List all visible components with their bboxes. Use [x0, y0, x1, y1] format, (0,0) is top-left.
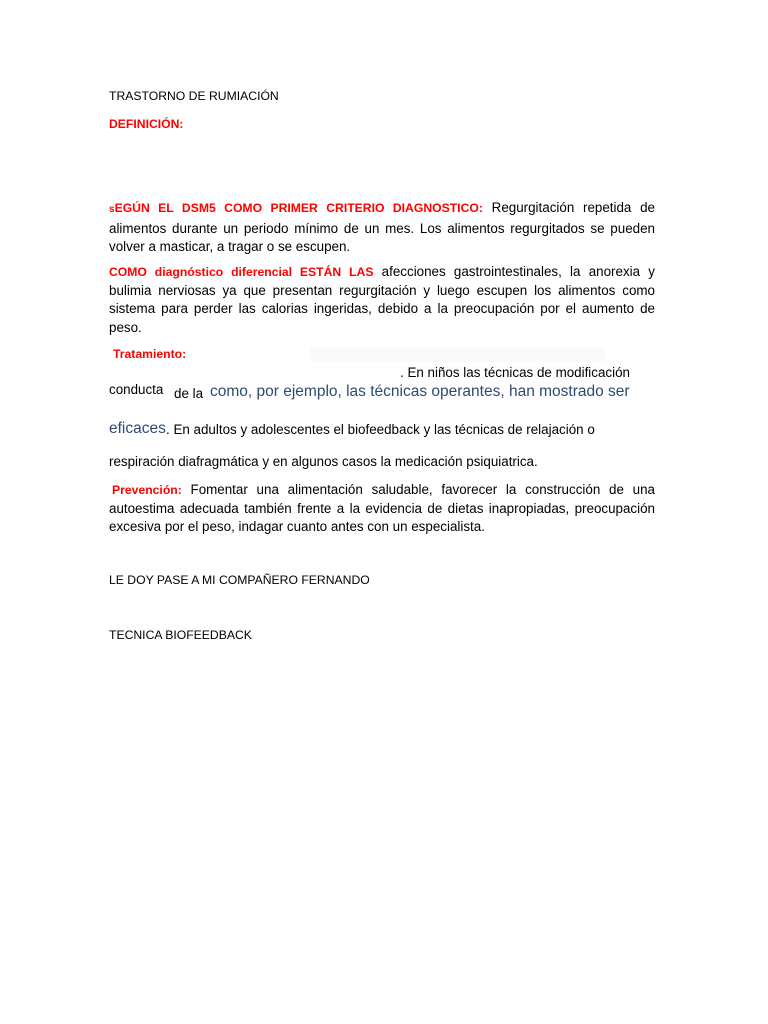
diferencial-paragraph [109, 263, 655, 337]
tratamiento-heading: Tratamiento: [113, 347, 187, 361]
tratamiento-line4: respiración diafragmática y en algunos casos la medicación psiquiatrica. [109, 454, 538, 469]
pase-line: LE DOY PASE A MI COMPAÑERO FERNANDO [109, 573, 370, 587]
prevencion-text: Fomentar una alimentación saludable, favorecer la construcción de una autoestima adecuada también frente a la evidencia de dietas inapropiadas, preocupación excesiva por el peso, indagar cuanto antes con un especialista. [109, 482, 655, 534]
diferencial-text: afecciones gastrointestinales, la anorexia y bulimia nerviosas ya que presentan regurgitación y luego escupen los alimentos como sistema para perder las calorias ingeridas, debido a la preocupación por el aumento de peso. [109, 264, 655, 335]
prevencion-paragraph [109, 481, 655, 537]
tratamiento-quote-line1: como, por ejemplo, las técnicas operantes, han mostrado ser [210, 383, 630, 400]
tratamiento-line1: . En niños las técnicas de modificación [400, 365, 630, 380]
tratamiento-quote-line2: eficaces [109, 420, 166, 437]
dsm5-label: EGÚN EL DSM5 COMO PRIMER CRITERIO DIAGNOSTICO: [114, 201, 483, 215]
highlight-blank [310, 348, 605, 362]
dsm5-text: Regurgitación repetida de alimentos durante un periodo mínimo de un mes. Los alimentos regurgitados se pueden volver a masticar, a tragar o se escupen. [109, 200, 655, 254]
prevencion-label: Prevención: [112, 483, 182, 497]
tratamiento-line3: . En adultos y adolescentes el biofeedback y las técnicas de relajación o [166, 422, 595, 437]
document-title: TRASTORNO DE RUMIACIÓN [109, 89, 279, 103]
tratamiento-conducta: conducta [109, 382, 164, 397]
diferencial-label: COMO diagnóstico diferencial ESTÁN LAS [109, 265, 374, 279]
dsm5-label-initial: s [109, 204, 115, 215]
tecnica-heading: TECNICA BIOFEEDBACK [109, 628, 252, 642]
definicion-heading: DEFINICIÓN: [109, 117, 184, 131]
tratamiento-de-la: de la [174, 386, 204, 401]
dsm5-paragraph [109, 199, 655, 257]
